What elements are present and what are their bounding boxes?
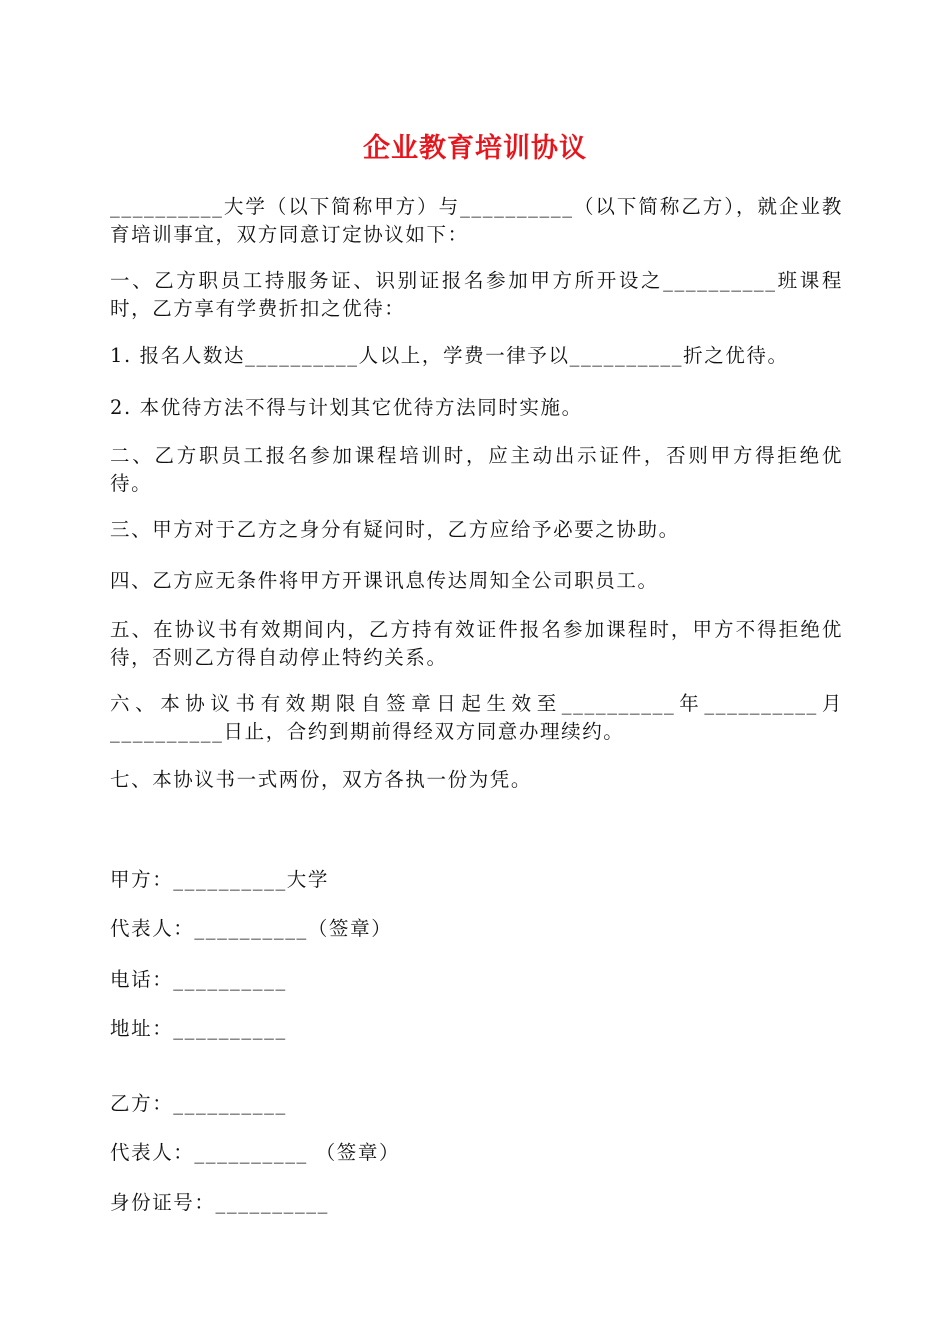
party-a-phone-field: 电话：__________ [110,968,287,991]
clause-6: 六、本协议书有效期限自签章日起生效至__________年__________月__________日止，合约到期前得经双方同意办理续约。 [110,692,843,743]
clause-1-item-1: 1. 报名人数达__________人以上，学费一律予以__________折之优待。 [110,344,789,367]
clause-1-item-2: 2. 本优待方法不得与计划其它优待方法同时实施。 [110,396,583,419]
clause-3: 三、甲方对于乙方之身分有疑问时，乙方应给予必要之协助。 [110,518,680,541]
party-a-address-field: 地址：__________ [110,1017,287,1040]
clause-5: 五、在协议书有效期间内，乙方持有效证件报名参加课程时，甲方不得拒绝优待，否则乙方得自动停止特约关系。 [110,618,843,669]
clause-4: 四、乙方应无条件将甲方开课讯息传达周知全公司职员工。 [110,569,659,592]
party-b-representative-field: 代表人：__________ （签章） [110,1141,401,1164]
clause-1: 一、乙方职员工持服务证、识别证报名参加甲方所开设之__________班课程时，乙方享有学费折扣之优待： [110,269,843,320]
intro-paragraph: __________大学（以下简称甲方）与__________（以下简称乙方），就企业教育培训事宜，双方同意订定协议如下： [110,195,843,246]
party-b-id-number-field: 身份证号：__________ [110,1191,329,1214]
clause-7: 七、本协议书一式两份，双方各执一份为凭。 [110,768,533,791]
party-b-name-field: 乙方：__________ [110,1092,287,1115]
clause-2: 二、乙方职员工报名参加课程培训时，应主动出示证件，否则甲方得拒绝优待。 [110,444,843,495]
party-a-representative-field: 代表人：__________（签章） [110,917,393,940]
party-a-name-field: 甲方：__________大学 [110,868,329,891]
document-title: 企业教育培训协议 [363,133,587,164]
